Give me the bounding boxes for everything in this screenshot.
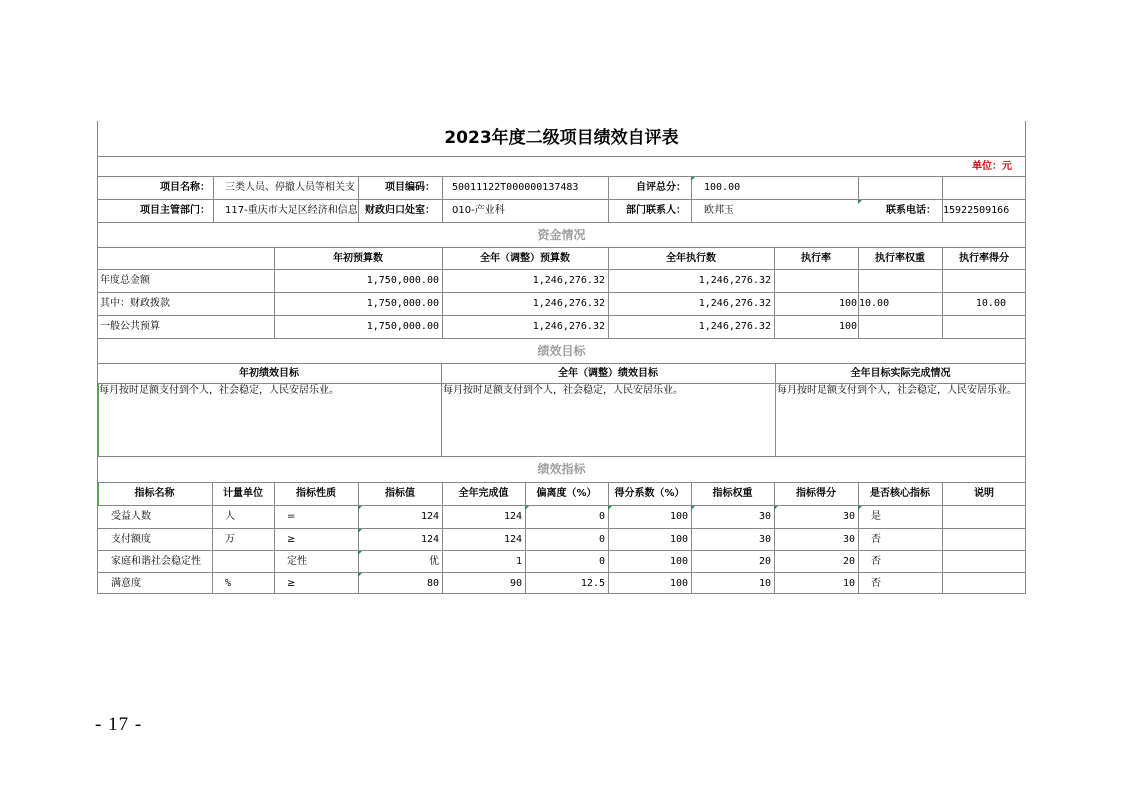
department-label: 项目主管部门： bbox=[140, 205, 210, 216]
grid-line bbox=[442, 482, 443, 593]
ind-header-core: 是否核心指标 bbox=[870, 488, 930, 499]
ind-coefficient: 100 bbox=[669, 577, 688, 589]
grid-line bbox=[858, 482, 859, 593]
goals-header-initial: 年初绩效目标 bbox=[239, 367, 299, 379]
ind-nature: ≥ bbox=[287, 534, 296, 545]
cell-corner-marker bbox=[774, 506, 778, 510]
funds-cell bbox=[858, 316, 942, 338]
grid-line bbox=[858, 247, 859, 338]
ind-completed: 124 bbox=[503, 534, 522, 545]
ind-note bbox=[942, 573, 1026, 594]
funds-cell bbox=[942, 316, 1026, 338]
funds-header-rate-score: 执行率得分 bbox=[959, 252, 1009, 264]
ind-completed: 1 bbox=[515, 556, 522, 567]
ind-coefficient: 100 bbox=[669, 534, 688, 545]
ind-header-value: 指标值 bbox=[385, 488, 415, 499]
ind-unit: 万 bbox=[225, 534, 235, 545]
phone-value: 15922509166 bbox=[943, 205, 1010, 216]
grid-line bbox=[441, 363, 442, 456]
grid-line bbox=[608, 482, 609, 593]
grid-line bbox=[97, 482, 1026, 483]
grid-line bbox=[97, 222, 1026, 223]
project-code-label: 项目编码： bbox=[385, 182, 435, 193]
grid-line bbox=[774, 482, 775, 593]
ind-deviation: 0 bbox=[598, 534, 605, 545]
dept-contact-label: 部门联系人： bbox=[626, 205, 686, 216]
grid-line bbox=[358, 176, 359, 222]
indicators-section-title: 绩效指标 bbox=[537, 462, 586, 476]
grid-line bbox=[442, 247, 443, 338]
ind-core: 否 bbox=[871, 556, 881, 567]
cell-selection-marker bbox=[97, 482, 99, 506]
funds-cell: 1,246,276.32 bbox=[532, 275, 605, 286]
ind-nature: ≥ bbox=[287, 577, 296, 589]
grid-line bbox=[97, 156, 1026, 157]
dept-contact-value: 欧邦玉 bbox=[704, 205, 734, 216]
ind-unit: 人 bbox=[225, 511, 235, 522]
grid-line bbox=[97, 292, 1026, 293]
ind-value: 124 bbox=[420, 534, 439, 545]
funds-cell bbox=[858, 270, 942, 292]
page-title: 2023年度二级项目绩效自评表 bbox=[444, 128, 679, 148]
goals-header-adjusted: 全年（调整）绩效目标 bbox=[558, 367, 658, 379]
ind-completed: 124 bbox=[503, 511, 522, 522]
funds-row-label: 年度总金额 bbox=[100, 275, 150, 286]
grid-line bbox=[858, 176, 859, 199]
ind-deviation: 0 bbox=[598, 556, 605, 567]
funds-header-executed: 全年执行数 bbox=[666, 252, 716, 264]
ind-header-unit: 计量单位 bbox=[223, 488, 263, 499]
ind-weight: 20 bbox=[758, 556, 771, 567]
ind-coefficient: 100 bbox=[669, 511, 688, 522]
grid-line bbox=[274, 247, 275, 338]
grid-line bbox=[97, 550, 1026, 551]
ind-completed: 90 bbox=[509, 577, 522, 589]
grid-line bbox=[97, 383, 1026, 384]
funds-cell: 1,246,276.32 bbox=[532, 321, 605, 332]
ind-unit: % bbox=[225, 577, 232, 589]
cell-corner-marker bbox=[358, 573, 362, 577]
cell-corner-marker bbox=[525, 506, 529, 510]
grid-line bbox=[97, 199, 1026, 200]
cell-corner-marker bbox=[691, 177, 695, 181]
cell-corner-marker bbox=[691, 506, 695, 510]
goal-initial-text: 每月按时足额支付到个人，社会稳定，人民安居乐业。 bbox=[99, 385, 339, 396]
ind-score: 20 bbox=[842, 556, 855, 567]
ind-note bbox=[942, 551, 1026, 573]
ind-header-weight: 指标权重 bbox=[712, 488, 753, 499]
ind-header-deviation: 偏离度（%） bbox=[536, 488, 597, 499]
grid-line bbox=[691, 482, 692, 593]
grid-line bbox=[97, 505, 1026, 506]
ind-note bbox=[942, 529, 1026, 551]
funds-row-label: 其中：财政拨款 bbox=[100, 298, 170, 309]
funds-section-title: 资金情况 bbox=[537, 228, 586, 242]
goal-adjusted-text: 每月按时足额支付到个人，社会稳定，人民安居乐业。 bbox=[443, 385, 683, 396]
ind-name: 满意度 bbox=[111, 577, 141, 589]
grid-line bbox=[97, 121, 98, 594]
ind-score: 30 bbox=[842, 511, 855, 522]
grid-line bbox=[1025, 121, 1026, 594]
funds-cell: 100 bbox=[838, 298, 857, 309]
cell-corner-marker bbox=[358, 506, 362, 510]
ind-header-nature: 指标性质 bbox=[296, 488, 336, 499]
grid-line bbox=[212, 482, 213, 593]
funds-header-rate-weight: 执行率权重 bbox=[875, 252, 925, 264]
phone-label: 联系电话： bbox=[886, 205, 936, 216]
goal-actual-text: 每月按时足额支付到个人，社会稳定，人民安居乐业。 bbox=[777, 385, 1017, 396]
ind-coefficient: 100 bbox=[669, 556, 688, 567]
ind-score: 10 bbox=[842, 577, 855, 589]
grid-line bbox=[97, 315, 1026, 316]
cell-corner-marker bbox=[858, 506, 862, 510]
page-number: - 17 - bbox=[95, 714, 143, 735]
finance-office-value: 010-产业科 bbox=[452, 205, 505, 216]
ind-nature: = bbox=[287, 511, 296, 522]
ind-deviation: 0 bbox=[598, 511, 605, 522]
ind-weight: 10 bbox=[758, 577, 771, 589]
grid-line bbox=[97, 593, 1026, 594]
ind-core: 否 bbox=[871, 534, 881, 545]
project-code-value: 50011122T000000137483 bbox=[452, 182, 579, 193]
ind-nature: 定性 bbox=[287, 556, 307, 567]
department-value: 117-重庆市大足区经济和信息 bbox=[225, 205, 358, 216]
grid-line bbox=[213, 176, 214, 222]
cell-corner-marker bbox=[358, 529, 362, 533]
ind-core: 是 bbox=[871, 511, 881, 522]
grid-line bbox=[97, 269, 1026, 270]
funds-cell: 1,246,276.32 bbox=[532, 298, 605, 309]
ind-name: 受益人数 bbox=[111, 511, 151, 522]
funds-cell: 10.00 bbox=[975, 298, 1006, 309]
finance-office-label: 财政归口处室： bbox=[365, 205, 435, 216]
grid-line bbox=[97, 456, 1026, 457]
grid-line bbox=[97, 528, 1026, 529]
project-name-value: 三类人员、停撤人员等相关支 bbox=[225, 182, 355, 193]
ind-weight: 30 bbox=[758, 511, 771, 522]
ind-header-note: 说明 bbox=[974, 488, 994, 499]
goals-header-actual: 全年目标实际完成情况 bbox=[850, 367, 951, 379]
grid-line bbox=[691, 176, 692, 222]
grid-line bbox=[608, 247, 609, 338]
funds-cell bbox=[942, 270, 1026, 292]
ind-header-name: 指标名称 bbox=[134, 488, 175, 499]
funds-cell: 1,246,276.32 bbox=[698, 321, 771, 332]
ind-header-score: 指标得分 bbox=[796, 488, 836, 499]
ind-header-coefficient: 得分系数（%） bbox=[614, 488, 685, 499]
grid-line bbox=[774, 247, 775, 338]
grid-line bbox=[942, 482, 943, 593]
grid-line bbox=[274, 482, 275, 593]
grid-line bbox=[942, 247, 943, 338]
grid-line bbox=[775, 363, 776, 456]
ind-deviation: 12.5 bbox=[580, 577, 605, 589]
funds-header-initial-budget: 年初预算数 bbox=[333, 252, 383, 264]
funds-cell: 1,750,000.00 bbox=[366, 321, 439, 332]
cell-corner-marker bbox=[608, 506, 612, 510]
performance-evaluation-sheet bbox=[97, 121, 1026, 593]
grid-line bbox=[525, 482, 526, 593]
funds-header-exec-rate: 执行率 bbox=[801, 252, 831, 264]
funds-row-label: 一般公共预算 bbox=[100, 321, 160, 332]
grid-line bbox=[97, 247, 1026, 248]
cell-corner-marker bbox=[358, 551, 362, 555]
funds-cell: 1,750,000.00 bbox=[366, 298, 439, 309]
goals-section-title: 绩效目标 bbox=[537, 344, 586, 358]
grid-line bbox=[608, 176, 609, 222]
grid-line bbox=[442, 176, 443, 222]
ind-name: 支付额度 bbox=[111, 534, 151, 545]
ind-weight: 30 bbox=[758, 534, 771, 545]
ind-value: 80 bbox=[426, 577, 439, 589]
grid-line bbox=[97, 363, 1026, 364]
project-name-label: 项目名称： bbox=[160, 182, 210, 193]
grid-line bbox=[97, 338, 1026, 339]
grid-line bbox=[97, 176, 1026, 177]
funds-cell: 100 bbox=[838, 321, 857, 332]
unit-label: 单位：元 bbox=[972, 160, 1012, 172]
self-score-label: 自评总分： bbox=[636, 182, 686, 193]
grid-line bbox=[97, 572, 1026, 573]
funds-cell bbox=[774, 270, 858, 292]
ind-core: 否 bbox=[871, 577, 881, 589]
ind-value: 优 bbox=[429, 556, 439, 567]
grid-line bbox=[942, 176, 943, 222]
funds-cell: 1,246,276.32 bbox=[698, 298, 771, 309]
cell-corner-marker bbox=[858, 200, 862, 204]
funds-header-adjusted-budget: 全年（调整）预算数 bbox=[480, 252, 570, 264]
ind-name: 家庭和谐社会稳定性 bbox=[111, 556, 201, 567]
funds-cell: 1,750,000.00 bbox=[366, 275, 439, 286]
ind-header-completed: 全年完成值 bbox=[458, 488, 509, 499]
ind-value: 124 bbox=[420, 511, 439, 522]
funds-cell: 10.00 bbox=[859, 298, 890, 309]
ind-unit bbox=[212, 551, 274, 573]
funds-cell: 1,246,276.32 bbox=[698, 275, 771, 286]
ind-score: 30 bbox=[842, 534, 855, 545]
self-score-value: 100.00 bbox=[704, 182, 741, 193]
cell-selection-marker bbox=[97, 384, 99, 456]
ind-note bbox=[942, 506, 1026, 528]
